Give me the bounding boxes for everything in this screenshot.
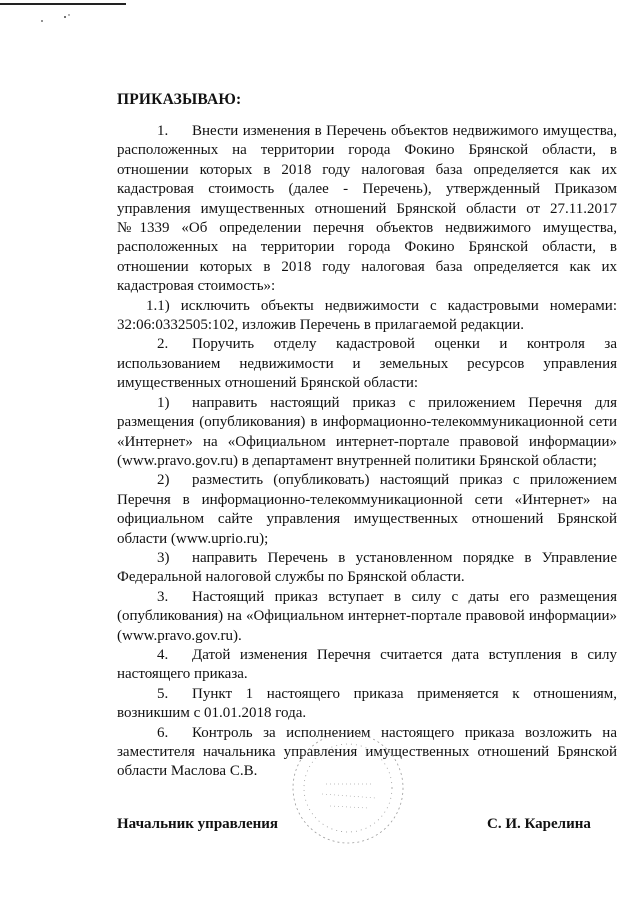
item-number: 4. xyxy=(157,646,169,663)
item-text: Настоящий приказ вступает в силу с даты его размещения (опубликования) на «Официальном интернет-портале правовой информации» (www.pravo.gov.ru). xyxy=(117,588,617,644)
item-number: 1) xyxy=(157,394,170,411)
item-2-2 xyxy=(117,471,617,549)
item-text: направить Перечень в установленном порядке в Управление Федеральной налоговой службы по Брянской области. xyxy=(117,549,617,586)
item-1-1 xyxy=(117,297,617,336)
item-text: Датой изменения Перечня считается дата вступления в силу настоящего приказа. xyxy=(117,646,617,683)
item-2-1 xyxy=(117,394,617,472)
item-number: 1. xyxy=(157,123,169,139)
signature-name: С. И. Карелина xyxy=(487,816,591,832)
item-number: 3) xyxy=(157,549,170,566)
item-5 xyxy=(117,685,617,724)
item-number: 5. xyxy=(157,685,169,702)
item-number: 2. xyxy=(157,336,169,353)
item-4 xyxy=(117,646,617,685)
item-2-3 xyxy=(117,549,617,588)
item-number: 1.1) xyxy=(146,297,170,314)
scan-specks xyxy=(0,0,120,30)
item-number: 3. xyxy=(157,588,169,605)
item-text: разместить (опубликовать) настоящий приказ с приложением Перечня в информационно-телекоммуникационной сети «Интернет» на официальном сайте управления имущественных отношений Брянской области (www.uprio.ru); xyxy=(117,472,617,547)
item-3 xyxy=(117,588,617,646)
item-text: Контроль за исполнением настоящего приказа возложить на заместителя начальника управления имущественных отношений Брянской области Маслова С.В. xyxy=(117,724,617,780)
item-2 xyxy=(117,335,617,393)
signature-position: Начальник управления xyxy=(117,816,279,832)
order-body xyxy=(117,122,617,782)
faded-stamp xyxy=(288,726,408,851)
item-text: Поручить отделу кадастровой оценки и контроля за использованием недвижимости и земельных ресурсов управления имущественных отношений Брянской области: xyxy=(117,336,617,392)
item-text: направить настоящий приказ с приложением Перечня для размещения (опубликования) в информационно-телекоммуникационной сети «Интернет» на «Официальном интернет-портале правовой информации» (www.pravo.gov.ru) в департамент внутренней политики Брянской области; xyxy=(117,394,617,469)
item-number: 6. xyxy=(157,724,169,741)
item-number: 2) xyxy=(157,472,170,489)
order-heading: ПРИКАЗЫВАЮ: xyxy=(117,91,242,108)
item-1 xyxy=(117,122,617,297)
item-text: Внести изменения в Перечень объектов недвижимого имущества, расположенных на территории города Фокино Брянской области, в отношении которых в 2018 году налоговая база определяется как их кадастровая стоимость (далее - Перечень), утвержденный Приказом управления имущественных отношений Брянской области от 27.11.2017 №1339 «Об определении перечня объектов недвижимого имущества, расположенных на территории города Фокино Брянской области, в отношении которых в 2018 году налоговая база определяется как их кадастровая стоимость»: xyxy=(117,123,617,295)
item-text: Пункт 1 настоящего приказа применяется к отношениям, возникшим с 01.01.2018 года. xyxy=(117,685,617,722)
item-text: исключить объекты недвижимости с кадастровыми номерами: 32:06:0332505:102, изложив Перечень в прилагаемой редакции. xyxy=(117,297,617,334)
